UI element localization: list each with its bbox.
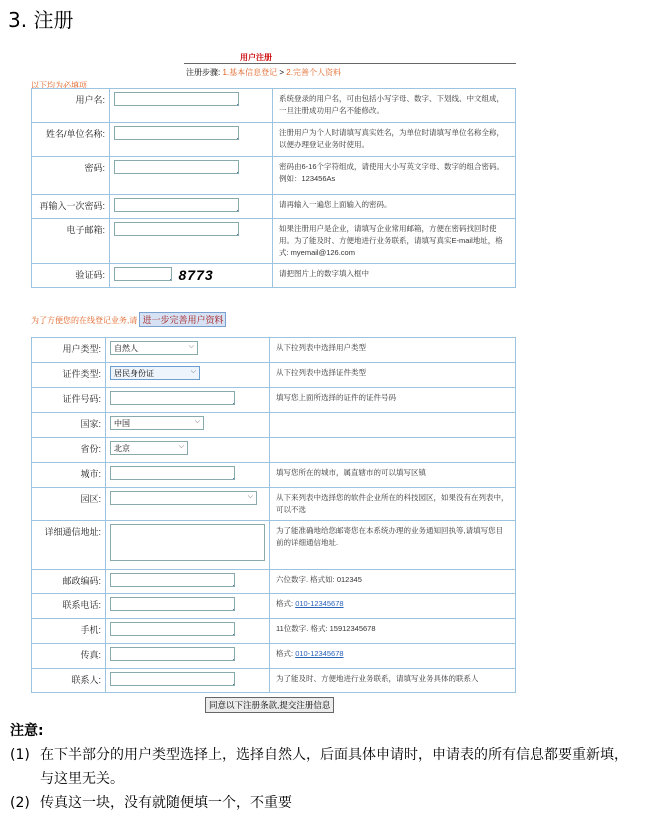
user-type-label: 用户类型: [32, 338, 106, 363]
notice-item [10, 743, 630, 791]
id-number-input[interactable] [110, 391, 235, 405]
phone-example-link[interactable]: 010-12345678 [295, 599, 344, 608]
mobile-input[interactable] [110, 622, 235, 636]
row-country [32, 413, 516, 438]
postcode-input[interactable] [110, 573, 235, 587]
id-type-value: 居民身份证 [114, 369, 154, 378]
country-label: 国家: [32, 413, 106, 438]
captcha-label: 验证码: [32, 264, 110, 288]
row-contact [32, 669, 516, 693]
form-title: 用户注册 [240, 53, 272, 62]
fax-input[interactable] [110, 647, 235, 661]
notice-text: 在下半部分的用户类型选择上，选择自然人，后面具体申请时，申请表的所有信息都要重新填，与这里无关。 [40, 747, 628, 787]
province-label: 省份: [32, 438, 106, 463]
row-city [32, 463, 516, 488]
captcha-image[interactable]: 8773 [178, 267, 214, 283]
notice-number: (1) [10, 747, 30, 763]
chevron-down-icon: ⌵ [247, 493, 253, 500]
row-mobile [32, 619, 516, 644]
postcode-label: 邮政编码: [32, 570, 106, 594]
mobile-tip: 11位数字. 格式: 15912345678 [270, 619, 516, 644]
country-select[interactable] [110, 416, 204, 430]
row-password-confirm [32, 195, 516, 219]
chevron-down-icon: ⌵ [190, 368, 196, 375]
contact-label: 联系人: [32, 669, 106, 693]
password-confirm-input[interactable] [114, 198, 239, 212]
phone-input[interactable] [110, 597, 235, 611]
phone-label: 联系电话: [32, 594, 106, 619]
province-select[interactable] [110, 441, 188, 455]
basic-info-table [31, 88, 516, 288]
password-input[interactable] [114, 160, 239, 174]
details-table [31, 337, 516, 693]
row-postcode [32, 570, 516, 594]
row-name [32, 123, 516, 157]
user-type-value: 自然人 [114, 344, 138, 353]
fax-example-link[interactable]: 010-12345678 [295, 649, 344, 658]
user-type-tip: 从下拉列表中选择用户类型 [270, 338, 516, 363]
park-tip: 从下来列表中选择您的软件企业所在的科技园区，如果没有在列表中，可以不选 [270, 488, 516, 521]
email-tip: 如果注册用户是企业，请填写企业常用邮箱，方便在密码找回时使用。为了能及时、方便地进行业务联系，请填写真实E-mail地址，格式: myemail@126.com [273, 219, 516, 264]
email-label: 电子邮箱: [32, 219, 110, 264]
city-tip: 填写您所在的城市，属直辖市的可以填写区镇 [270, 463, 516, 488]
row-password [32, 157, 516, 195]
captcha-input[interactable] [114, 267, 172, 281]
captcha-tip: 请把图片上的数字填入框中 [273, 264, 516, 288]
notice-section [10, 719, 630, 815]
row-username [32, 89, 516, 123]
postcode-tip: 六位数字. 格式如: 012345 [270, 570, 516, 594]
id-type-select[interactable] [110, 366, 200, 380]
row-address [32, 521, 516, 570]
fax-tip-prefix: 格式: [276, 649, 294, 658]
chevron-down-icon: ⌵ [178, 443, 184, 450]
name-label: 姓名/单位名称: [32, 123, 110, 157]
row-user-type [32, 338, 516, 363]
country-value: 中国 [114, 419, 130, 428]
required-note: 以下均为必填项 [31, 81, 87, 90]
row-fax [32, 644, 516, 669]
id-type-label: 证件类型: [32, 363, 106, 388]
step-1: 1.基本信息登记 [222, 68, 278, 77]
password-confirm-tip: 请再输入一遍您上面输入的密码。 [273, 195, 516, 219]
username-input[interactable] [114, 92, 239, 106]
password-label: 密码: [32, 157, 110, 195]
step-2: 2.完善个人资料 [286, 68, 341, 77]
name-input[interactable] [114, 126, 239, 140]
row-province [32, 438, 516, 463]
registration-steps [186, 67, 341, 78]
username-tip: 系统登录的用户名，可由包括小写字母、数字、下划线、中文组成，一旦注册成功用户名不能修改。 [273, 89, 516, 123]
password-tip: 密码由6-16个字符组成，请使用大小写英文字母、数字的组合密码。例如：123456As [273, 157, 516, 195]
username-label: 用户名: [32, 89, 110, 123]
chevron-down-icon: ⌵ [194, 418, 200, 425]
password-confirm-label: 再输入一次密码: [32, 195, 110, 219]
notice-number: (2) [10, 795, 30, 811]
step-separator: > [279, 68, 285, 77]
id-number-tip: 填写您上面所选择的证件的证件号码 [270, 388, 516, 413]
park-label: 园区: [32, 488, 106, 521]
phone-tip [270, 594, 516, 619]
steps-prefix: 注册步骤: [186, 68, 221, 77]
notice-title: 注意: [10, 723, 44, 739]
agree-submit-button[interactable]: 同意以下注册条款,提交注册信息 [205, 697, 334, 713]
id-type-tip: 从下拉列表中选择证件类型 [270, 363, 516, 388]
row-park [32, 488, 516, 521]
user-type-select[interactable] [110, 341, 198, 355]
fax-label: 传真: [32, 644, 106, 669]
province-value: 北京 [114, 444, 130, 453]
city-label: 城市: [32, 463, 106, 488]
name-tip: 注册用户为个人时请填写真实姓名，为单位时请填写单位名称全称，以便办理登记业务时使用。 [273, 123, 516, 157]
row-captcha [32, 264, 516, 288]
notice-item [10, 791, 630, 815]
id-number-label: 证件号码: [32, 388, 106, 413]
complete-profile-button[interactable]: 进一步完善用户资料 [139, 312, 226, 327]
email-input[interactable] [114, 222, 239, 236]
page-heading: 3. 注册 [8, 8, 74, 32]
country-tip [270, 413, 516, 438]
mobile-label: 手机: [32, 619, 106, 644]
promo-line [31, 312, 226, 327]
contact-tip: 为了能及时、方便地进行业务联系，请填写业务具体的联系人 [270, 669, 516, 693]
address-tip: 为了能准确地给您邮寄您在本系统办理的业务通知回执等,请填写您目前的详细通信地址. [270, 521, 516, 570]
notice-text: 传真这一块，没有就随便填一个，不重要 [40, 795, 292, 811]
row-id-type [32, 363, 516, 388]
row-phone [32, 594, 516, 619]
province-tip [270, 438, 516, 463]
promo-text: 为了方便您的在线登记业务,请 [31, 316, 138, 325]
row-id-number [32, 388, 516, 413]
title-divider [184, 63, 516, 64]
park-select[interactable] [110, 491, 257, 505]
address-label: 详细通信地址: [32, 521, 106, 570]
fax-tip [270, 644, 516, 669]
address-textarea[interactable] [110, 524, 265, 561]
contact-input[interactable] [110, 672, 235, 686]
row-email [32, 219, 516, 264]
chevron-down-icon: ⌵ [188, 343, 194, 350]
phone-tip-prefix: 格式: [276, 599, 294, 608]
city-input[interactable] [110, 466, 235, 480]
